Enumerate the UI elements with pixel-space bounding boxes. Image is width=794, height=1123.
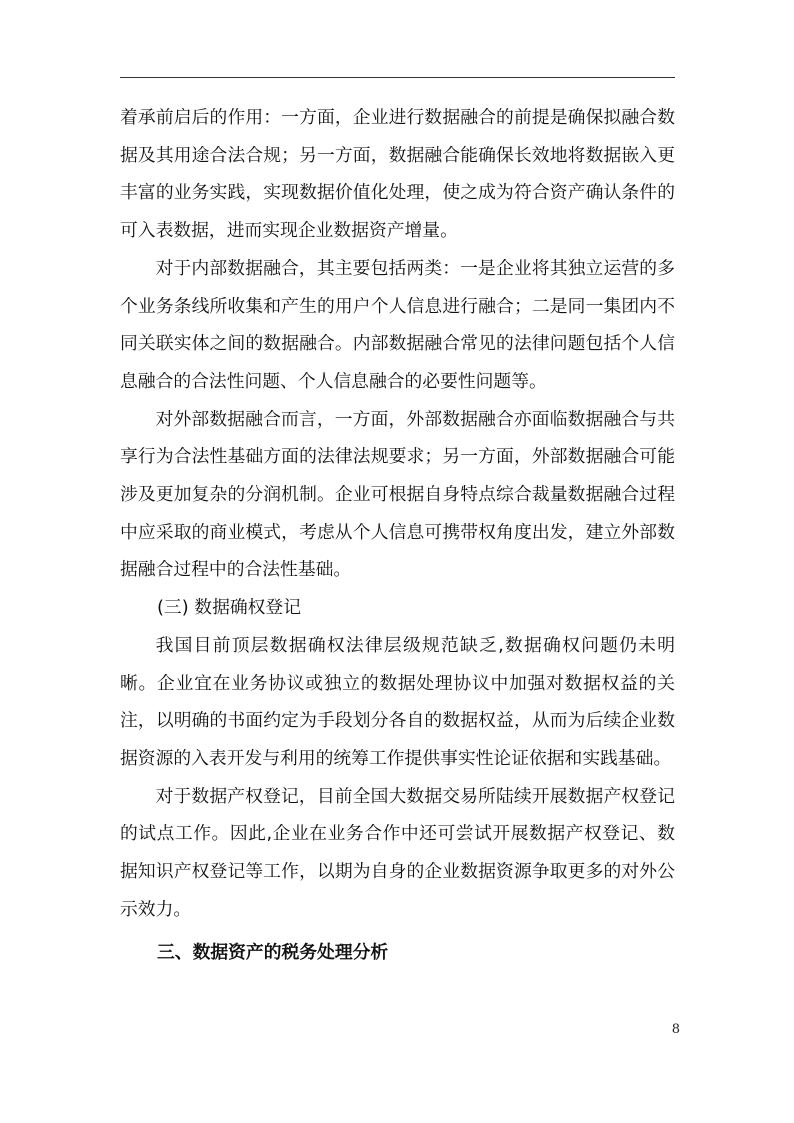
subheading-data-rights-registration: (三) 数据确权登记 xyxy=(157,597,301,619)
paragraph-internal-fusion: 对于内部数据融合，其主要包括两类：一是企业将其独立运营的多个业务条线所收集和产生的用户个人信息进行融合；二是同一集团内不同关联实体之间的数据融合。内部数据融合常见的法律问题包括个人信息融合的合法性问题、个人信息融合的必要性问题等。 xyxy=(120,257,675,392)
section-heading-tax: 三、数据资产的税务处理分析 xyxy=(157,942,389,964)
page-number: 8 xyxy=(671,1022,680,1037)
page-body xyxy=(120,99,675,972)
paragraph-external-fusion: 对外部数据融合而言，一方面，外部数据融合亦面临数据融合与共享行为合法性基础方面的法律法规要求；另一方面，外部数据融合可能涉及更加复杂的分润机制。企业可根据自身特点综合裁量数据融合过程中应采取的商业模式，考虑从个人信息可携带权角度出发，建立外部数据融合过程中的合法性基础。 xyxy=(120,408,675,581)
paragraph-property-registration: 对于数据产权登记，目前全国大数据交易所陆续开展数据产权登记的试点工作。因此,企业在业务合作中还可尝试开展数据产权登记、数据知识产权登记等工作，以期为自身的企业数据资源争取更多的对外公示效力。 xyxy=(120,785,675,920)
paragraph-data-rights: 我国目前顶层数据确权法律层级规范缺乏,数据确权问题仍未明晰。企业宜在业务协议或独立的数据处理协议中加强对数据权益的关注，以明确的书面约定为手段划分各自的数据权益，从而为后续企业数据资源的入表开发与利用的统筹工作提供事实性论证依据和实践基础。 xyxy=(120,634,675,769)
header-rule xyxy=(120,77,675,78)
paragraph-continuation: 着承前启后的作用：一方面，企业进行数据融合的前提是确保拟融合数据及其用途合法合规；另一方面，数据融合能确保长效地将数据嵌入更丰富的业务实践，实现数据价值化处理，使之成为符合资产确认条件的可入表数据，进而实现企业数据资产增量。 xyxy=(120,107,675,242)
